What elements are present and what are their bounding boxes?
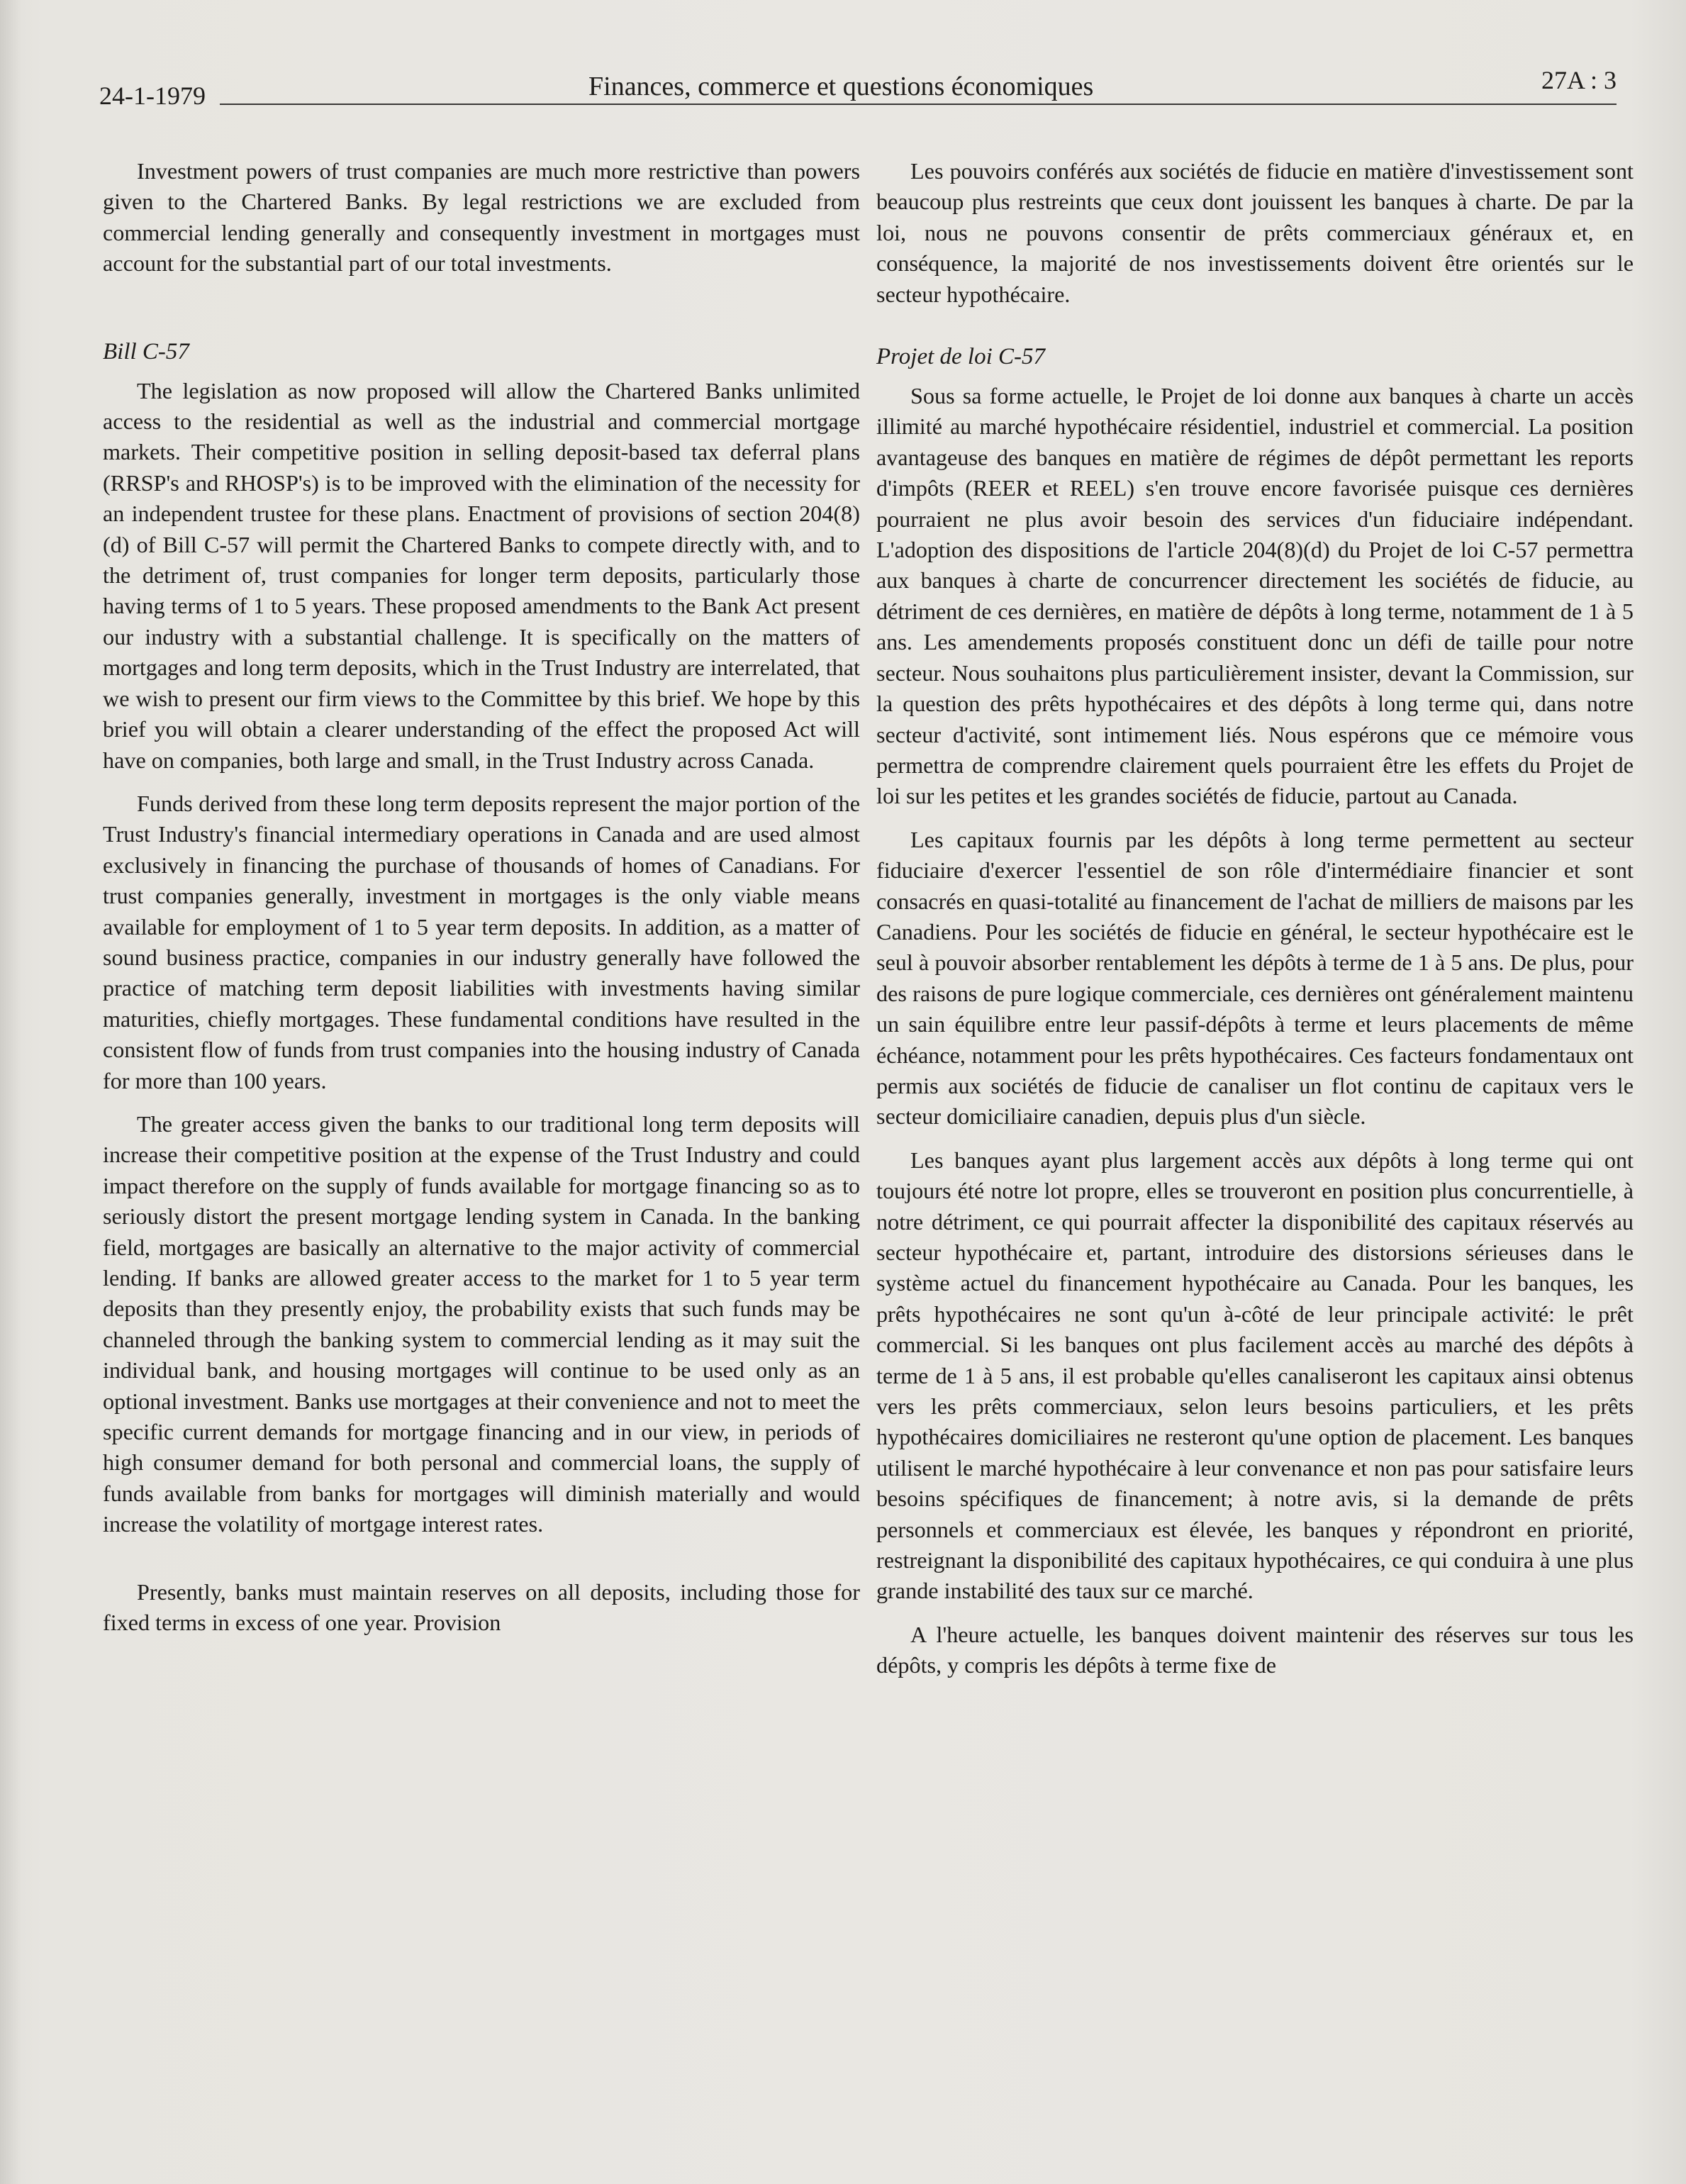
french-intro-paragraph: Les pouvoirs conférés aux sociétés de fiducie en matière d'investissement sont beaucoup plus restreints que ceux dont jouissent les banques à charte. De par la loi, nous ne pouvons consentir de prêts commerciaux généraux et, en conséquence, la majorité de nos investissements doivent être orientés sur le secteur hypothécaire. [876,158,1634,307]
french-paragraph-4: A l'heure actuelle, les banques doivent maintenir des réserves sur tous les dépôts, y compris les dépôts à terme fixe de [876,1621,1634,1678]
english-column [103,156,860,1638]
header-date: 24-1-1979 [99,82,206,110]
header-page-number: 27A : 3 [1541,66,1617,94]
french-section-heading: Projet de loi C-57 [876,344,1045,370]
french-paragraph-1: Sous sa forme actuelle, le Projet de loi donne aux banques à charte un accès illimité au marché hypothécaire résidentiel, industriel et commercial. La position avantageuse des banques en matière de régimes de dépôt permettant les reports d'impôts (REER et REEL) s'en trouve encore favorisée puisque ces dernières pourraient ne plus avoir besoin des services d'un fiduciaire indépendant. L'adoption des dispositions de l'article 204(8)(d) du Projet de loi C-57 permettra aux banques à charte de concurrencer directement les sociétés de fiducie, au détriment de ces dernières, en matière de dépôts à long terme, notamment de 1 à 5 ans. Les amendements proposés constituent donc un défi de taille pour notre secteur. Nous souhaitons plus particulièrement insister, devant la Commission, sur la question des prêts hypothécaires et des dépôts à long terme qui, dans notre secteur d'activité, sont intimement liés. Nous espérons que ce mémoire vous permettra de comprendre clairement quels pourraient être les effets du Projet de loi sur les petites et les grandes sociétés de fiducie, partout au Canada. [876,383,1634,809]
english-paragraph-1: The legislation as now proposed will allow the Chartered Banks unlimited access to the residential as well as the industrial and commercial mortgage markets. Their competitive position in selling deposit-based tax deferral plans (RRSP's and RHOSP's) is to be improved with the elimination of the necessity for an independent trustee for these plans. Enactment of provisions of section 204(8)(d) of Bill C-57 will permit the Chartered Banks to compete directly with, and to the detriment of, trust companies for longer term deposits, particularly those having terms of 1 to 5 years. These proposed amendments to the Bank Act present our industry with a substantial challenge. It is specifically on the matters of mortgages and long term deposits, which in the Trust Industry are interrelated, that we wish to present our firm views to the Committee by this brief. We hope by this brief you will obtain a clearer understanding of the effect the proposed Act will have on companies, both large and small, in the Trust Industry across Canada. [103,377,860,773]
english-paragraph-4: Presently, banks must maintain reserves on all deposits, including those for fixed terms in excess of one year. Provision [103,1578,860,1636]
header-title: Finances, commerce et questions économiques [588,72,1094,101]
page-header [99,65,1617,108]
french-column [876,156,1634,1681]
english-section-heading: Bill C-57 [103,338,189,364]
english-paragraph-3: The greater access given the banks to our traditional long term deposits will increase their competitive position at the expense of the Trust Industry and could impact therefore on the supply of funds available for mortgage financing so as to seriously distort the present mortgage lending system in Canada. In the banking field, mortgages are basically an alternative to the major activity of commercial lending. If banks are allowed greater access to the market for 1 to 5 year term deposits than they presently enjoy, the probability exists that such funds may be channeled through the banking system to commercial lending as it may suit the individual bank, and housing mortgages will continue to be used only as an optional investment. Banks use mortgages at their convenience and not to meet the specific current demands for mortgage financing and in our view, in periods of high consumer demand for both personal and commercial loans, the supply of funds available from banks for mortgages will diminish materially and would increase the volatility of mortgage interest rates. [103,1110,860,1537]
english-paragraph-2: Funds derived from these long term deposits represent the major portion of the Trust Industry's financial intermediary operations in Canada and are used almost exclusively in financing the purchase of thousands of homes of Canadians. For trust companies generally, investment in mortgages is the only viable means available for employment of 1 to 5 year term deposits. In addition, as a matter of sound business practice, companies in our industry generally have followed the practice of matching term deposit liabilities with investments having similar maturities, chiefly mortgages. These fundamental conditions have resulted in the consistent flow of funds from trust companies into the housing industry of Canada for more than 100 years. [103,790,860,1093]
header-rule [220,104,1617,105]
english-intro-paragraph: Investment powers of trust companies are much more restrictive than powers given to the Chartered Banks. By legal restrictions we are excluded from commercial lending generally and consequently investment in mortgages must account for the substantial part of our total investments. [103,158,860,277]
french-paragraph-3: Les banques ayant plus largement accès aux dépôts à long terme qui ont toujours été notre lot propre, elles se trouveront en position plus concurrentielle, à notre détriment, ce qui pourrait affecter la disponibilité des capitaux réservés au secteur hypothécaire et, partant, introduire des distorsions sérieuses dans le système actuel du financement hypothécaire au Canada. Pour les banques, les prêts hypothécaires ne sont qu'un à-côté de leur principale activité: le prêt commercial. Si les banques ont plus facilement accès au marché des dépôts à terme de 1 à 5 ans, il est probable qu'elles canaliseront les capitaux ainsi obtenus vers les prêts commerciaux, selon leurs besoins particuliers, et les prêts hypothécaires domiciliaires ne resteront qu'une option de placement. Les banques utilisent le marché hypothécaire à leur convenance et non pas pour satisfaire leurs besoins spécifiques de financement; à notre avis, si la demande de prêts personnels et commerciaux est élevée, les banques y répondront en priorité, restreignant la disponibilité des capitaux hypothécaires, ce qui conduira à une plus grande instabilité des taux sur ce marché. [876,1147,1634,1604]
french-paragraph-2: Les capitaux fournis par les dépôts à long terme permettent au secteur fiduciaire d'exercer l'essentiel de son rôle d'intermédiaire financier et sont consacrés en quasi-totalité au financement de l'achat de milliers de maisons par les Canadiens. Pour les sociétés de fiducie en général, le secteur hypothécaire est le seul à pouvoir absorber rentablement les dépôts à terme de 1 à 5 ans. De plus, pour des raisons de pure logique commerciale, ces dernières ont généralement maintenu un sain équilibre entre leur passif-dépôts à terme et leurs placements de même échéance, notamment pour les prêts hypothécaires. Ces facteurs fondamentaux ont permis aux sociétés de fiducie de canaliser un flot continu de capitaux vers le secteur domiciliaire canadien, depuis plus d'un siècle. [876,826,1634,1130]
